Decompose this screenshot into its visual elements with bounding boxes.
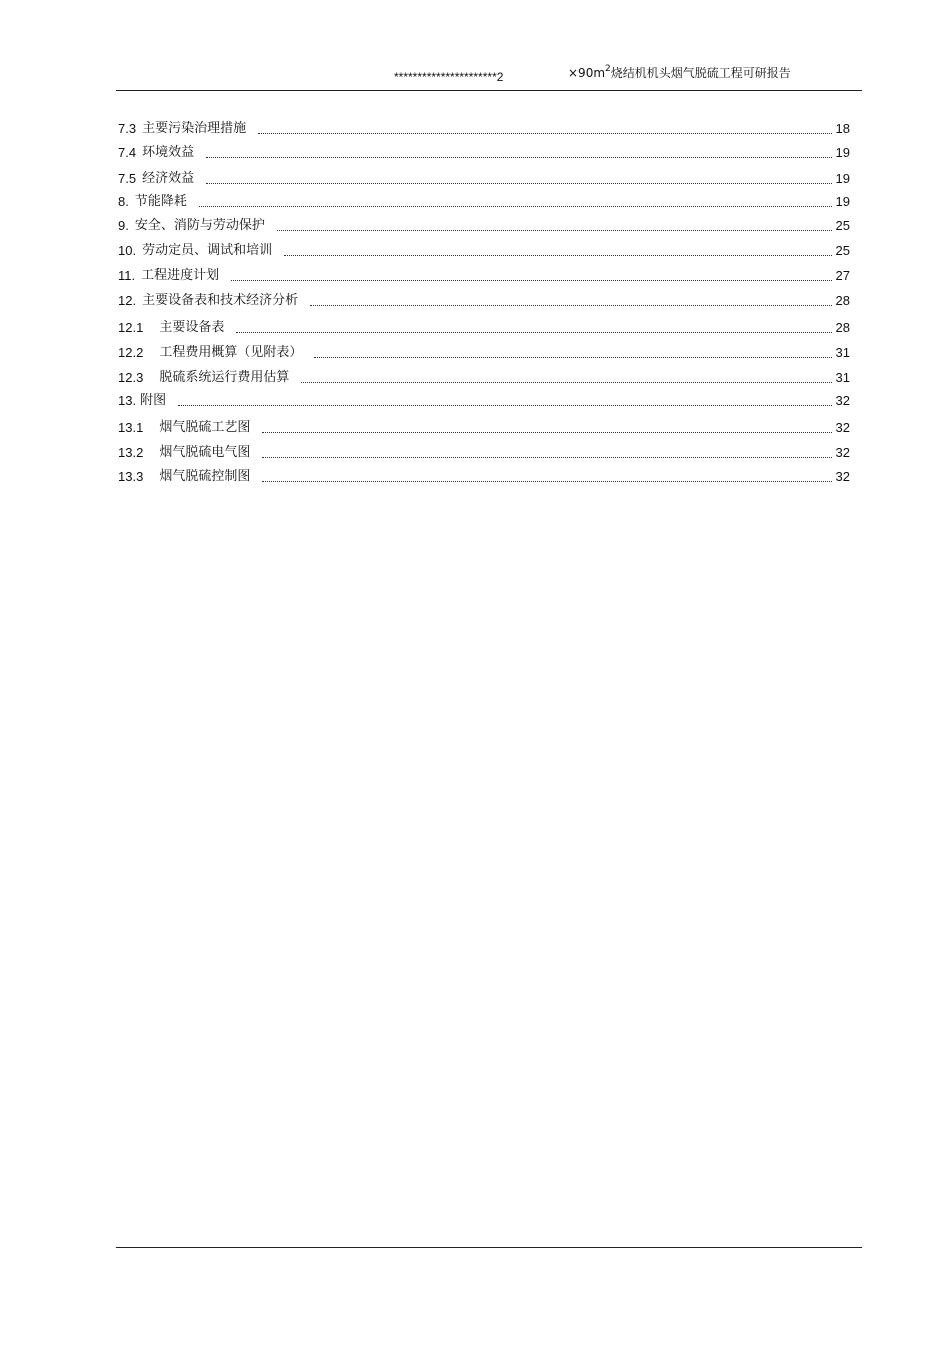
toc-label: 主要设备表和技术经济分析 xyxy=(142,293,299,308)
toc-leader xyxy=(206,157,831,158)
toc-number: 12.2 xyxy=(118,345,144,360)
header-title-pre: ×90m xyxy=(568,66,606,80)
toc-number: 7.5 xyxy=(118,171,137,186)
toc-entry[interactable] xyxy=(118,215,850,235)
header-title xyxy=(568,64,791,81)
toc-number: 10. xyxy=(118,243,137,258)
toc-leader xyxy=(262,481,831,482)
toc-number: 13.3 xyxy=(118,469,144,484)
toc-label: 烟气脱硫控制图 xyxy=(159,469,251,484)
toc-label: 节能降耗 xyxy=(134,194,187,209)
toc-number: 13. xyxy=(118,393,137,408)
toc-page: 19 xyxy=(835,145,850,160)
toc-entry[interactable] xyxy=(118,442,850,462)
toc-entry[interactable] xyxy=(118,118,850,138)
toc-number: 11. xyxy=(118,268,136,283)
toc-page: 32 xyxy=(835,393,850,408)
toc-entry[interactable] xyxy=(118,290,850,310)
toc-page: 18 xyxy=(835,121,850,136)
header-title-sup: 2 xyxy=(605,64,611,74)
toc-leader xyxy=(199,206,832,207)
toc-label: 烟气脱硫电气图 xyxy=(159,445,251,460)
toc-leader xyxy=(314,357,831,358)
toc-entry[interactable] xyxy=(118,168,850,188)
toc-number: 12.1 xyxy=(118,320,144,335)
toc-number: 13.1 xyxy=(118,420,144,435)
toc-label: 工程进度计划 xyxy=(141,268,220,283)
toc-leader xyxy=(258,133,831,134)
toc-label: 附图 xyxy=(140,393,167,408)
footer-rule xyxy=(116,1247,862,1248)
toc-leader xyxy=(262,432,831,433)
toc-leader xyxy=(310,305,831,306)
toc-leader xyxy=(284,255,831,256)
toc-number: 13.2 xyxy=(118,445,144,460)
toc-leader xyxy=(301,382,831,383)
toc-page: 32 xyxy=(835,469,850,484)
toc-label: 脱硫系统运行费用估算 xyxy=(159,370,290,385)
toc-entry[interactable] xyxy=(118,317,850,337)
toc-leader xyxy=(262,457,831,458)
toc-page: 19 xyxy=(835,171,850,186)
toc-entry[interactable] xyxy=(118,191,850,211)
toc-number: 9. xyxy=(118,218,129,233)
toc-leader xyxy=(206,183,831,184)
toc-page: 32 xyxy=(835,420,850,435)
toc-page: 31 xyxy=(835,370,850,385)
toc-label: 劳动定员、调试和培训 xyxy=(142,243,273,258)
toc-page: 25 xyxy=(835,218,850,233)
page-header xyxy=(116,64,862,86)
toc-page: 19 xyxy=(835,194,850,209)
toc-label: 经济效益 xyxy=(142,171,195,186)
toc-entry[interactable] xyxy=(118,390,850,410)
toc-label: 工程费用概算（见附表） xyxy=(159,345,303,360)
toc-label: 主要设备表 xyxy=(159,320,225,335)
toc-entry[interactable] xyxy=(118,240,850,260)
toc-leader xyxy=(277,230,832,231)
toc-entry[interactable] xyxy=(118,417,850,437)
toc-leader xyxy=(231,280,831,281)
toc-number: 12.3 xyxy=(118,370,144,385)
header-title-post: 烧结机机头烟气脱硫工程可研报告 xyxy=(610,66,791,80)
toc-number: 12. xyxy=(118,293,137,308)
toc-page: 25 xyxy=(835,243,850,258)
header-prefix: **********************2 xyxy=(394,70,504,84)
toc-label: 环境效益 xyxy=(142,145,195,160)
header-rule xyxy=(116,90,862,91)
toc-entry[interactable] xyxy=(118,265,850,285)
toc-number: 7.4 xyxy=(118,145,137,160)
toc-entry[interactable] xyxy=(118,142,850,162)
toc-page: 32 xyxy=(835,445,850,460)
toc-entry[interactable] xyxy=(118,342,850,362)
toc-page: 28 xyxy=(835,293,850,308)
toc-number: 8. xyxy=(118,194,129,209)
toc-page: 27 xyxy=(835,268,850,283)
toc-label: 主要污染治理措施 xyxy=(142,121,247,136)
toc-leader xyxy=(178,405,831,406)
toc-label: 安全、消防与劳动保护 xyxy=(134,218,265,233)
toc-number: 7.3 xyxy=(118,121,137,136)
toc-leader xyxy=(236,332,831,333)
toc-label: 烟气脱硫工艺图 xyxy=(159,420,251,435)
toc-page: 31 xyxy=(835,345,850,360)
toc-page: 28 xyxy=(835,320,850,335)
toc-entry[interactable] xyxy=(118,466,850,486)
toc-entry[interactable] xyxy=(118,367,850,387)
